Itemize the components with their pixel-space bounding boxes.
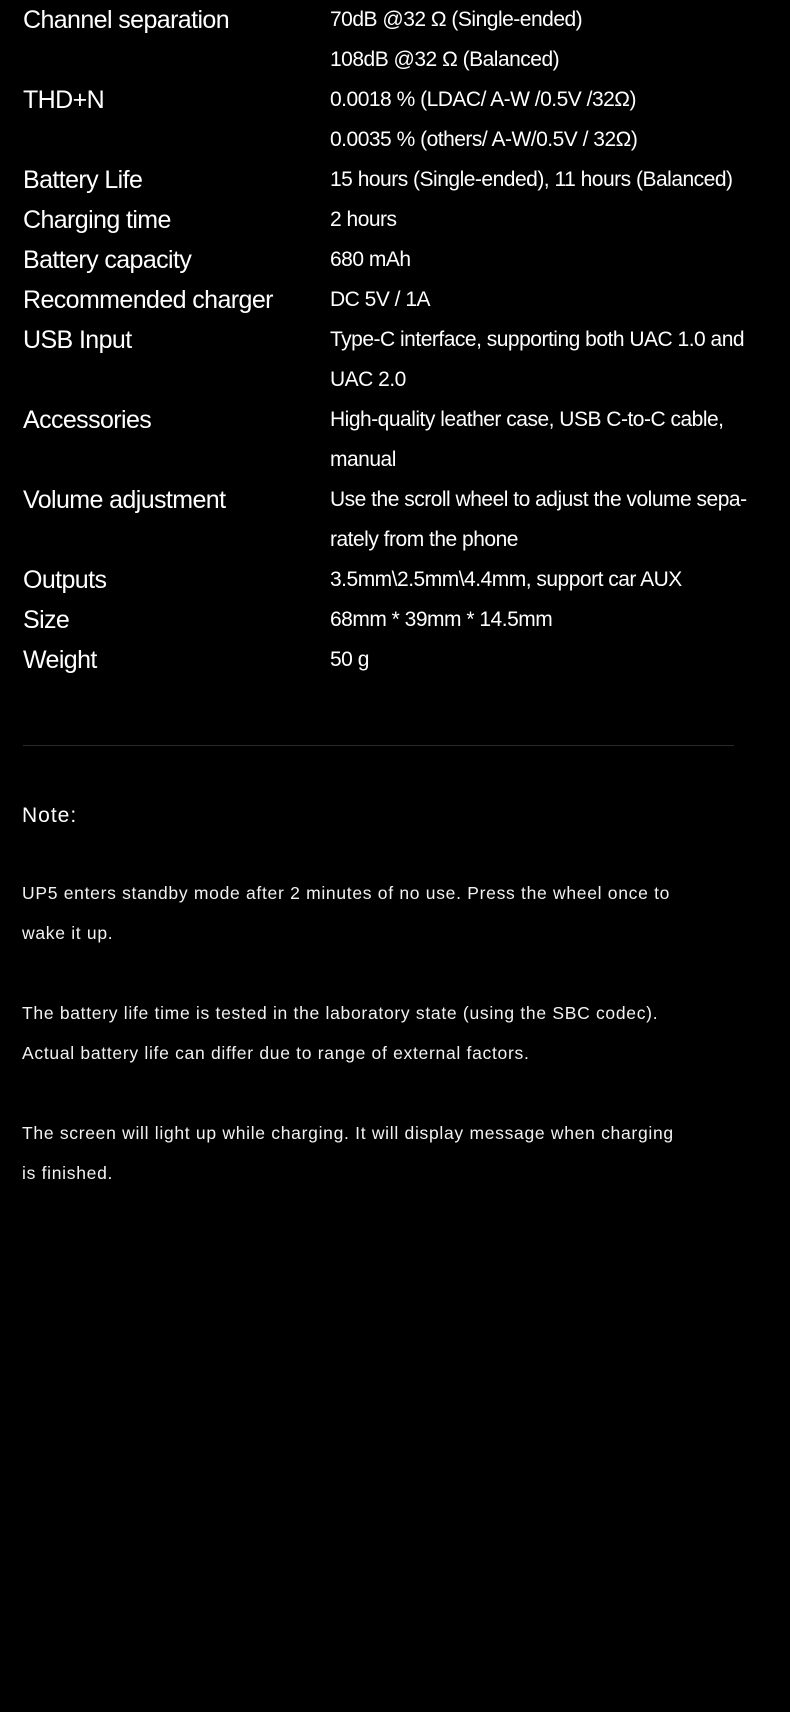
spec-value: DC 5V / 1A	[330, 288, 431, 311]
spec-row-charging-time	[23, 200, 783, 240]
spec-label: Size	[23, 606, 70, 634]
notes-section	[22, 873, 742, 1233]
spec-row-battery-capacity	[23, 240, 783, 280]
spec-label: Volume adjustment	[23, 486, 226, 514]
spec-label: Accessories	[23, 406, 152, 434]
note-line: Actual battery life can differ due to range of external factors.	[22, 1043, 530, 1063]
spec-label: Charging time	[23, 206, 171, 234]
note-paragraph-charging	[22, 1113, 742, 1193]
spec-value: 70dB @32 Ω (Single-ended)	[330, 8, 583, 31]
spec-values	[330, 280, 783, 320]
note-line: The screen will light up while charging. It will display message when charging	[22, 1123, 674, 1143]
spec-value: 0.0035 % (others/ A-W/0.5V / 32Ω)	[330, 128, 638, 151]
spec-values	[330, 480, 783, 560]
spec-value: 0.0018 % (LDAC/ A-W /0.5V /32Ω)	[330, 88, 637, 111]
spec-value: manual	[330, 448, 396, 471]
spec-value: UAC 2.0	[330, 368, 406, 391]
spec-row-channel-separation	[23, 0, 783, 80]
spec-label: Battery Life	[23, 166, 143, 194]
spec-values	[330, 400, 783, 480]
spec-row-volume-adjustment	[23, 480, 783, 560]
spec-label: Outputs	[23, 566, 107, 594]
spec-value: rately from the phone	[330, 528, 518, 551]
note-line: is finished.	[22, 1163, 114, 1183]
spec-value: 108dB @32 Ω (Balanced)	[330, 48, 560, 71]
spec-row-recommended-charger	[23, 280, 783, 320]
spec-label: USB Input	[23, 326, 132, 354]
note-line: UP5 enters standby mode after 2 minutes of no use. Press the wheel once to	[22, 883, 671, 903]
spec-values	[330, 160, 783, 200]
spec-values	[330, 0, 783, 80]
spec-values	[330, 560, 783, 600]
spec-value: Use the scroll wheel to adjust the volume sepa-	[330, 488, 747, 511]
note-paragraph-battery	[22, 993, 742, 1073]
spec-row-outputs	[23, 560, 783, 600]
spec-values	[330, 320, 783, 400]
spec-label: Battery capacity	[23, 246, 192, 274]
spec-values	[330, 80, 783, 160]
spec-label: Channel separation	[23, 6, 230, 34]
spec-label: THD+N	[23, 86, 105, 114]
spec-value: 50 g	[330, 648, 369, 671]
spec-table	[23, 0, 783, 680]
note-line: wake it up.	[22, 923, 114, 943]
spec-values	[330, 240, 783, 280]
spec-label: Recommended charger	[23, 286, 273, 314]
spec-values	[330, 200, 783, 240]
note-title: Note:	[22, 804, 78, 827]
spec-row-weight	[23, 640, 783, 680]
section-divider	[23, 745, 734, 746]
spec-row-accessories	[23, 400, 783, 480]
spec-value: 680 mAh	[330, 248, 411, 271]
spec-value: Type-C interface, supporting both UAC 1.0 and	[330, 328, 745, 351]
spec-row-battery-life	[23, 160, 783, 200]
spec-values	[330, 600, 783, 640]
spec-value: High-quality leather case, USB C-to-C cable,	[330, 408, 724, 431]
spec-row-usb-input	[23, 320, 783, 400]
spec-label: Weight	[23, 646, 97, 674]
spec-value: 2 hours	[330, 208, 397, 231]
note-paragraph-standby	[22, 873, 742, 953]
note-line: The battery life time is tested in the laboratory state (using the SBC codec).	[22, 1003, 659, 1023]
spec-values	[330, 640, 783, 680]
spec-value: 68mm * 39mm * 14.5mm	[330, 608, 553, 631]
spec-value: 3.5mm\2.5mm\4.4mm, support car AUX	[330, 568, 682, 591]
spec-value: 15 hours (Single-ended), 11 hours (Balanced)	[330, 168, 733, 191]
spec-row-thd-n	[23, 80, 783, 160]
spec-row-size	[23, 600, 783, 640]
